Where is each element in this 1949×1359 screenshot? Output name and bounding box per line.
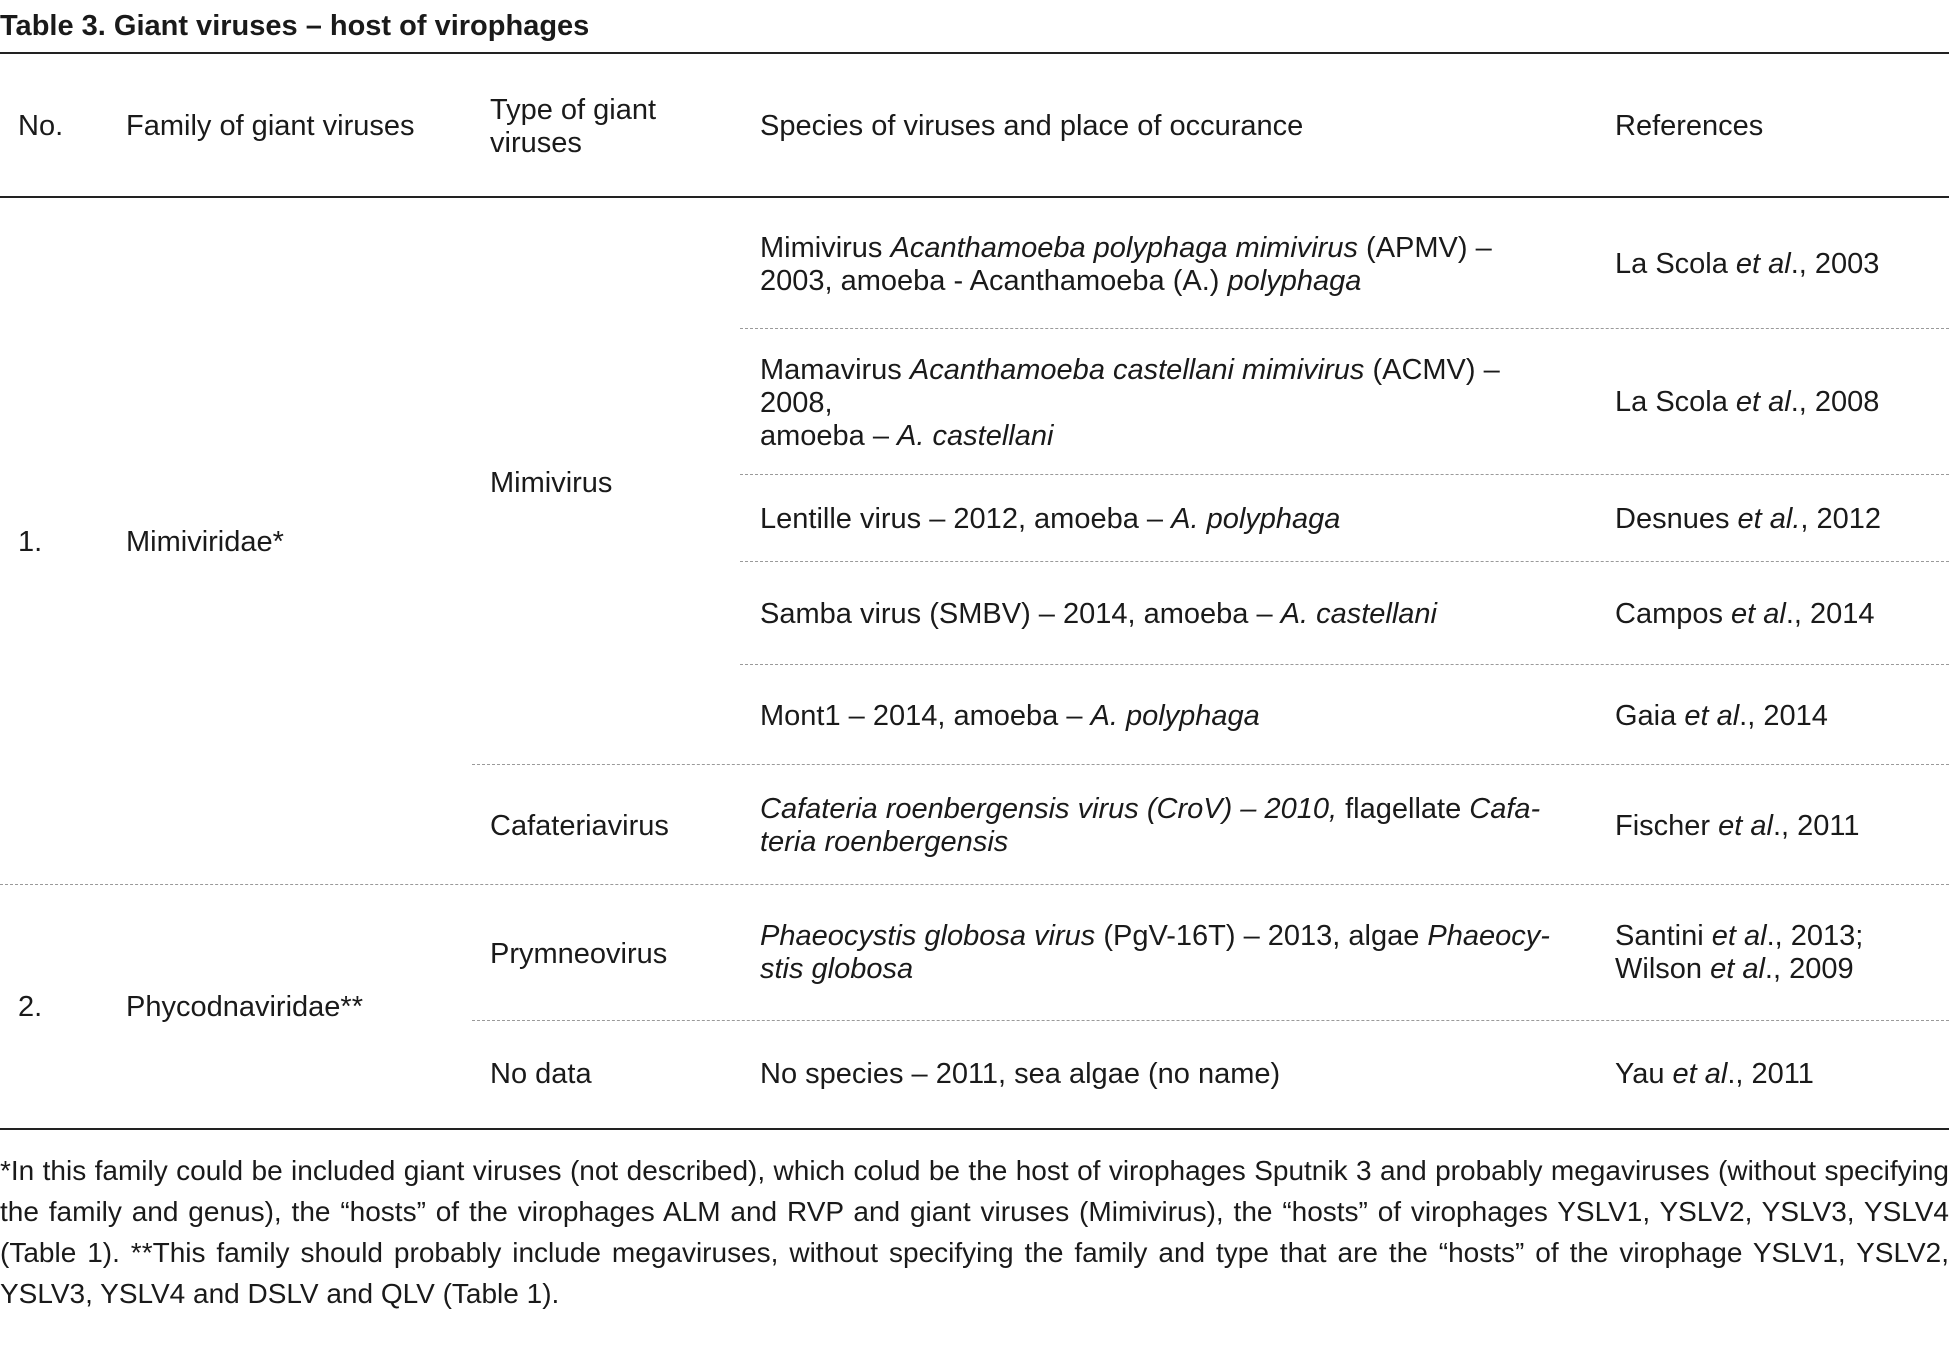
italic-text-run: et al — [1735, 248, 1791, 280]
header-family: Family of giant viruses — [126, 110, 415, 142]
virus-type: Cafateriavirus — [490, 810, 669, 842]
reference-cell — [1615, 598, 1875, 631]
header-references: References — [1615, 110, 1764, 142]
text-run: (ACMV) – 2008, — [760, 354, 1500, 419]
italic-text-run: Cafateria roenbergensis virus (CroV) – 2010, — [760, 793, 1338, 825]
header-species: Species of viruses and place of occurance — [760, 110, 1304, 142]
species-cell — [760, 793, 1580, 859]
species-cell — [760, 920, 1580, 986]
text-run: amoeba – — [760, 420, 898, 452]
text-run: ., 2011 — [1727, 1058, 1814, 1090]
text-run: Gaia — [1615, 700, 1685, 732]
species-cell — [760, 503, 1560, 536]
italic-text-run: et al — [1672, 1058, 1728, 1090]
table-title: Table 3. Giant viruses – host of virophages — [0, 10, 590, 42]
italic-text-run: Acanthamoeba polyphaga mimivirus — [890, 232, 1358, 264]
virus-type: Mimivirus — [490, 467, 613, 499]
text-run: Samba virus (SMBV) – 2014, amoeba – — [760, 598, 1281, 630]
text-run: Desnues — [1615, 503, 1738, 535]
italic-text-run: et al — [1711, 920, 1767, 952]
species-cell — [760, 598, 1560, 631]
text-run: Campos — [1615, 598, 1732, 630]
row-divider — [740, 328, 1949, 329]
text-run: (APMV) – 2003, amoeba - Acanthamoeba (A.) — [760, 232, 1492, 297]
header-no: No. — [18, 110, 64, 142]
text-run: Santini — [1615, 920, 1712, 952]
italic-text-run: et al — [1731, 598, 1786, 630]
text-run: , 2012 — [1800, 503, 1882, 535]
table-footnote: *In this family could be included giant viruses (not described), which colud be the host of virophages Sputnik 3 and probably megaviruses (without specifying the family and genus), the “hosts” of the virophages ALM and RVP and giant viruses (Mimivirus), the “hosts” of virophages YSLV1, YSLV2, YSLV3, YSLV4 (Table 1). **This family should probably include megaviruses, without specifying the family and type that are the “hosts” of the virophage YSLV1, YSLV2, YSLV3, YSLV4 and DSLV and QLV (Table 1). — [0, 1155, 1949, 1309]
reference-cell — [1615, 503, 1881, 536]
type-divider — [472, 764, 1949, 765]
text-run: La Scola — [1615, 386, 1736, 418]
text-run: Wilson — [1615, 953, 1711, 985]
italic-text-run: et al — [1684, 700, 1740, 732]
header-rule — [0, 196, 1949, 198]
text-run: (PgV-16T) – 2013, algae — [1095, 920, 1428, 952]
species-cell — [760, 1058, 1580, 1091]
text-run: ., 2014 — [1785, 598, 1875, 630]
italic-text-run: Cafa- — [1469, 793, 1541, 825]
reference-cell — [1615, 248, 1879, 281]
row-divider — [740, 561, 1949, 562]
text-run: ., 2003 — [1790, 248, 1880, 280]
italic-text-run: teria roenbergensis — [760, 826, 1009, 858]
species-cell — [760, 232, 1560, 298]
italic-text-run: et al — [1710, 953, 1765, 985]
italic-text-run: et al — [1718, 810, 1773, 842]
reference-cell — [1615, 810, 1860, 843]
italic-text-run: A. polyphaga — [1171, 503, 1341, 535]
text-run: Lentille virus – 2012, amoeba – — [760, 503, 1172, 535]
virus-type: Prymneovirus — [490, 938, 668, 970]
italic-text-run: A. castellani — [1280, 598, 1437, 630]
italic-text-run: Phaeocy- — [1427, 920, 1550, 952]
italic-text-run: stis globosa — [760, 953, 914, 985]
text-run: Mimivirus — [760, 232, 891, 264]
row-divider — [740, 474, 1949, 475]
family-name: Mimiviridae* — [126, 526, 284, 558]
reference-cell — [1615, 920, 1863, 986]
row-divider — [740, 664, 1949, 665]
text-run: Mamavirus — [760, 354, 910, 386]
italic-text-run: Phaeocystis globosa virus — [760, 920, 1096, 952]
family-divider — [0, 884, 1949, 885]
text-run: ., 2009 — [1764, 953, 1854, 985]
family-name: Phycodnaviridae** — [126, 991, 363, 1023]
bottom-rule — [0, 1128, 1949, 1130]
text-run: Mont1 – 2014, amoeba – — [760, 700, 1091, 732]
text-run: No species – 2011, sea algae (no name) — [760, 1058, 1281, 1090]
virus-type: No data — [490, 1058, 592, 1090]
species-cell — [760, 354, 1560, 453]
text-run: ., 2011 — [1772, 810, 1860, 842]
text-run: flagellate — [1337, 793, 1470, 825]
italic-text-run: A. polyphaga — [1090, 700, 1260, 732]
header-type: Type of giant viruses — [490, 94, 657, 159]
reference-cell — [1615, 700, 1828, 733]
family-no: 2. — [18, 991, 43, 1023]
italic-text-run: polyphaga — [1227, 265, 1362, 297]
reference-cell — [1615, 1058, 1814, 1091]
top-rule — [0, 52, 1949, 54]
text-run: ., 2013; — [1766, 920, 1864, 952]
italic-text-run: Acanthamoeba castellani mimivirus — [909, 354, 1365, 386]
italic-text-run: et al — [1735, 386, 1791, 418]
text-run: La Scola — [1615, 248, 1736, 280]
text-run: ., 2008 — [1790, 386, 1880, 418]
text-run: ., 2014 — [1739, 700, 1828, 732]
species-cell — [760, 700, 1560, 733]
italic-text-run: A. castellani — [897, 420, 1054, 452]
family-no: 1. — [18, 526, 43, 558]
type-divider — [472, 1020, 1949, 1021]
reference-cell — [1615, 386, 1879, 419]
text-run: Yau — [1615, 1058, 1673, 1090]
text-run: Fischer — [1615, 810, 1719, 842]
italic-text-run: et al. — [1737, 503, 1801, 535]
